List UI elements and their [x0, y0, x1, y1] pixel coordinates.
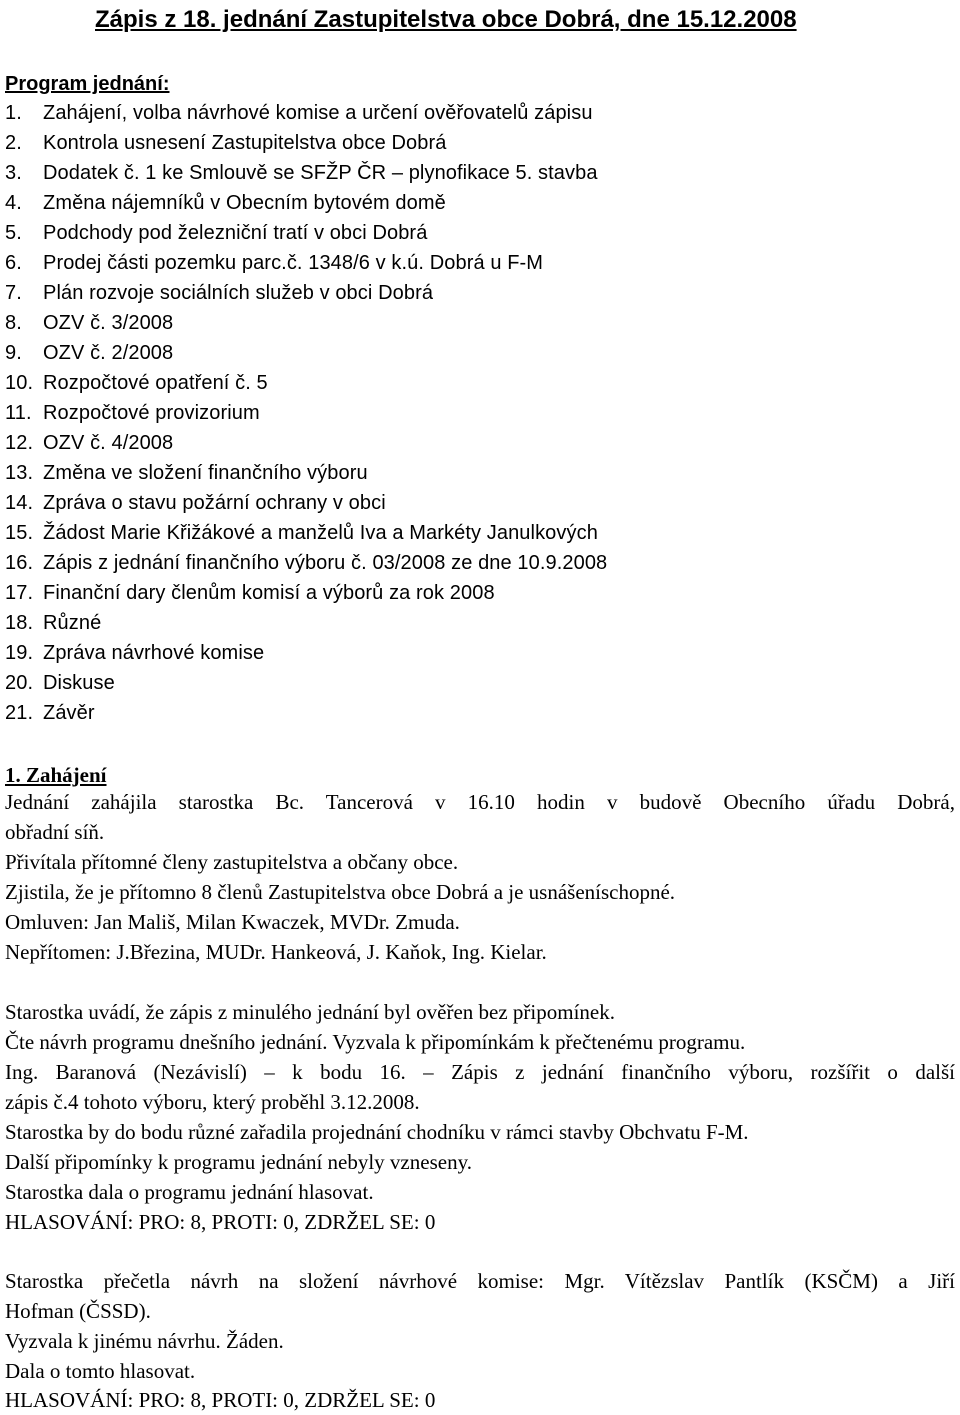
agenda-item-text: Zpráva návrhové komise	[43, 642, 265, 664]
agenda-item	[5, 488, 955, 518]
agenda-item-number: 18.	[5, 612, 34, 634]
agenda-item-number: 20.	[5, 672, 34, 694]
agenda-item	[5, 278, 955, 308]
paragraph-line: Čte návrh programu dnešního jednání. Vyzvala k připomínkám k přečtenému programu.	[5, 1030, 746, 1054]
program-heading: Program jednání:	[5, 73, 170, 95]
agenda-item-number: 1.	[5, 102, 22, 124]
paragraph-line: Zjistila, že je přítomno 8 členů Zastupitelstva obce Dobrá a je usnášeníschopné.	[5, 880, 676, 904]
agenda-item-text: Rozpočtové provizorium	[43, 402, 260, 424]
paragraph-line: Omluven: Jan Mališ, Milan Kwaczek, MVDr. Zmuda.	[5, 910, 460, 934]
agenda-item	[5, 128, 955, 158]
agenda-item-number: 13.	[5, 462, 34, 484]
paragraph-line: Ing. Baranová (Nezávislí) – k bodu 16. – Zápis z jednání finančního výboru, rozšířit o další	[5, 1060, 955, 1084]
agenda-item-number: 14.	[5, 492, 34, 514]
agenda-item-number: 16.	[5, 552, 34, 574]
agenda-item-text: OZV č. 4/2008	[43, 432, 174, 454]
vote-result: HLASOVÁNÍ: PRO: 8, PROTI: 0, ZDRŽEL SE: 0	[5, 1210, 436, 1234]
section-heading-zahajeni: 1. Zahájení	[5, 763, 107, 787]
agenda-item-text: OZV č. 2/2008	[43, 342, 174, 364]
agenda-item	[5, 518, 955, 548]
agenda-item	[5, 368, 955, 398]
paragraph-line: Starostka uvádí, že zápis z minulého jednání byl ověřen bez připomínek.	[5, 1000, 615, 1024]
paragraph-line: Přivítala přítomné členy zastupitelstva a občany obce.	[5, 850, 459, 874]
agenda-item-number: 2.	[5, 132, 22, 154]
agenda-item-text: Finanční dary členům komisí a výborů za rok 2008	[43, 582, 495, 604]
agenda-item-number: 10.	[5, 372, 34, 394]
agenda-item-number: 9.	[5, 342, 22, 364]
agenda-item-number: 17.	[5, 582, 34, 604]
agenda-item-number: 15.	[5, 522, 34, 544]
agenda-item-number: 3.	[5, 162, 22, 184]
agenda-item	[5, 158, 955, 188]
paragraph-line: Dala o tomto hlasovat.	[5, 1359, 196, 1383]
agenda-item	[5, 428, 955, 458]
agenda-item-text: Žádost Marie Křižákové a manželů Iva a Markéty Janulkových	[43, 522, 598, 544]
document-title: Zápis z 18. jednání Zastupitelstva obce Dobrá, dne 15.12.2008	[95, 6, 797, 33]
paragraph-line: Hofman (ČSSD).	[5, 1299, 151, 1323]
agenda-item-text: Dodatek č. 1 ke Smlouvě se SFŽP ČR – plynofikace 5. stavba	[43, 162, 598, 184]
agenda-item	[5, 398, 955, 428]
agenda-list	[5, 98, 955, 728]
paragraph-line: obřadní síň.	[5, 820, 105, 844]
paragraph-line: Vyzvala k jinému návrhu. Žáden.	[5, 1329, 284, 1353]
agenda-item-number: 12.	[5, 432, 34, 454]
agenda-item-text: Zahájení, volba návrhové komise a určení ověřovatelů zápisu	[43, 102, 593, 124]
paragraph-line: Starostka dala o programu jednání hlasovat.	[5, 1180, 374, 1204]
agenda-item-number: 5.	[5, 222, 22, 244]
agenda-item	[5, 698, 955, 728]
agenda-item-number: 19.	[5, 642, 34, 664]
agenda-item	[5, 458, 955, 488]
agenda-item	[5, 548, 955, 578]
paragraph-line: Starostka přečetla návrh na složení návrhové komise: Mgr. Vítězslav Pantlík (KSČM) a Jiří	[5, 1269, 955, 1293]
agenda-item-text: Změna ve složení finančního výboru	[43, 462, 368, 484]
paragraph-line: zápis č.4 tohoto výboru, který proběhl 3.12.2008.	[5, 1090, 420, 1114]
paragraph-line: Starostka by do bodu různé zařadila projednání chodníku v rámci stavby Obchvatu F-M.	[5, 1120, 749, 1144]
agenda-item	[5, 638, 955, 668]
agenda-item	[5, 338, 955, 368]
agenda-item	[5, 218, 955, 248]
agenda-item-text: OZV č. 3/2008	[43, 312, 174, 334]
agenda-item	[5, 668, 955, 698]
agenda-item-number: 11.	[5, 402, 32, 424]
agenda-item-text: Změna nájemníků v Obecním bytovém domě	[43, 192, 446, 214]
vote-result: HLASOVÁNÍ: PRO: 8, PROTI: 0, ZDRŽEL SE: 0	[5, 1388, 436, 1412]
agenda-item-text: Rozpočtové opatření č. 5	[43, 372, 268, 394]
agenda-item-text: Kontrola usnesení Zastupitelstva obce Dobrá	[43, 132, 447, 154]
agenda-item-number: 8.	[5, 312, 22, 334]
agenda-item-text: Zápis z jednání finančního výboru č. 03/2008 ze dne 10.9.2008	[43, 552, 608, 574]
agenda-item-number: 21.	[5, 702, 34, 724]
agenda-item	[5, 608, 955, 638]
paragraph-line: Jednání zahájila starostka Bc. Tancerová v 16.10 hodin v budově Obecního úřadu Dobrá,	[5, 790, 955, 814]
agenda-item-number: 4.	[5, 192, 22, 214]
agenda-item-text: Různé	[43, 612, 102, 634]
paragraph-line: Další připomínky k programu jednání nebyly vzneseny.	[5, 1150, 472, 1174]
agenda-item	[5, 578, 955, 608]
agenda-item-text: Zpráva o stavu požární ochrany v obci	[43, 492, 386, 514]
agenda-item	[5, 98, 955, 128]
agenda-item-number: 7.	[5, 282, 22, 304]
agenda-item-text: Diskuse	[43, 672, 115, 694]
paragraph-line: Nepřítomen: J.Březina, MUDr. Hankeová, J. Kaňok, Ing. Kielar.	[5, 940, 547, 964]
agenda-item-number: 6.	[5, 252, 22, 274]
agenda-item	[5, 308, 955, 338]
agenda-item-text: Podchody pod železniční tratí v obci Dobrá	[43, 222, 428, 244]
agenda-item-text: Plán rozvoje sociálních služeb v obci Dobrá	[43, 282, 434, 304]
agenda-item	[5, 188, 955, 218]
agenda-item-text: Závěr	[43, 702, 95, 724]
agenda-item-text: Prodej části pozemku parc.č. 1348/6 v k.ú. Dobrá u F-M	[43, 252, 544, 274]
agenda-item	[5, 248, 955, 278]
